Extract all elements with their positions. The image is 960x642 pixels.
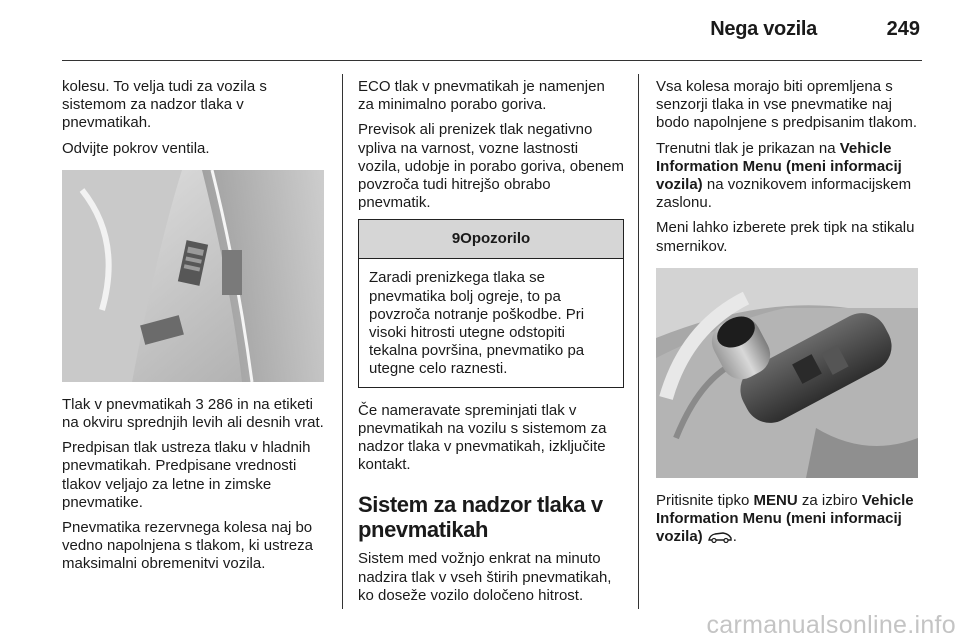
door-frame-label-photo xyxy=(62,170,324,382)
paragraph: Pnevmatika rezervnega kolesa naj bo vedno napolnjena s tlakom, ki ustreza maksimalni obremenitvi vozila. xyxy=(62,519,313,573)
page-header-title: Nega vozila xyxy=(710,18,817,40)
page-number: 249 xyxy=(886,18,920,40)
turn-signal-stalk-illustration xyxy=(656,268,918,478)
paragraph: ECO tlak v pnevmatikah je namenjen za minimalno porabo goriva. xyxy=(358,78,605,114)
paragraph: Previsok ali prenizek tlak negativno vpliva na varnost, vozne lastnosti vozila, udobje in porabo goriva, obenem povzroča tudi hitrejšo obrabo pnevmatik. xyxy=(358,121,625,212)
section-heading: Sistem za nadzor tlaka v pnevmatikah xyxy=(358,492,603,543)
column-divider-2 xyxy=(638,74,639,609)
header-rule xyxy=(62,60,922,61)
turn-signal-stalk-photo xyxy=(656,268,918,478)
paragraph: Vsa kolesa morajo biti opremljena s senzorji tlaka in vse pnevmatike naj bodo napolnjene s predpisanim tlakom. xyxy=(656,78,917,132)
warning-triangle-icon: 9 xyxy=(451,230,461,248)
door-frame-illustration xyxy=(62,170,324,382)
paragraph: Tlak v pnevmatikah 3 286 in na etiketi na okviru sprednjih levih ali desnih vrat. xyxy=(62,395,324,432)
warning-header xyxy=(359,220,623,259)
column-1 xyxy=(62,78,326,581)
paragraph: kolesu. To velja tudi za vozila s sistemom za nadzor tlaka v pnevmatikah. xyxy=(62,78,267,132)
column-3 xyxy=(656,78,920,553)
watermark: carmanualsonline.info xyxy=(706,611,956,639)
paragraph: Če nameravate spreminjati tlak v pnevmatikah na vozilu s sistemom za nadzor tlaka v pnevmatikah, izključite kontakt. xyxy=(358,401,607,474)
warning-body: Zaradi prenizkega tlaka se pnevmatika bolj ogreje, to pa povzroča notranje poškodbe. Pri visoki hitrosti utegne odstopiti tekalna površina, pnevmatiko pa utegne celo raznesti. xyxy=(369,269,585,378)
column-divider-1 xyxy=(342,74,343,609)
paragraph: Odvijte pokrov ventila. xyxy=(62,139,210,157)
warning-title: Opozorilo xyxy=(460,230,531,248)
paragraph: Predpisan tlak ustreza tlaku v hladnih pnevmatikah. Predpisane vrednosti tlakov veljajo za letne in zimske pnevmatike. xyxy=(62,439,311,511)
paragraph: Meni lahko izberete prek tipk na stikalu smernikov. xyxy=(656,219,915,255)
vehicle-info-icon xyxy=(703,528,733,545)
warning-box xyxy=(358,219,624,387)
paragraph: Trenutni tlak je prikazan na Vehicle Information Menu (meni informacij vozila) na voznikovem informacijskem zaslonu. xyxy=(656,139,912,212)
paragraph: Sistem med vožnjo enkrat na minuto nadzira tlak v vseh štirih pnevmatikah, ko doseže vozilo določeno hitrost. xyxy=(358,550,612,604)
paragraph: Pritisnite tipko MENU za izbiro Vehicle Information Menu (meni informacij vozila) . xyxy=(656,491,914,546)
column-2 xyxy=(358,78,624,612)
reference-arrow-icon: 3 xyxy=(195,395,204,413)
